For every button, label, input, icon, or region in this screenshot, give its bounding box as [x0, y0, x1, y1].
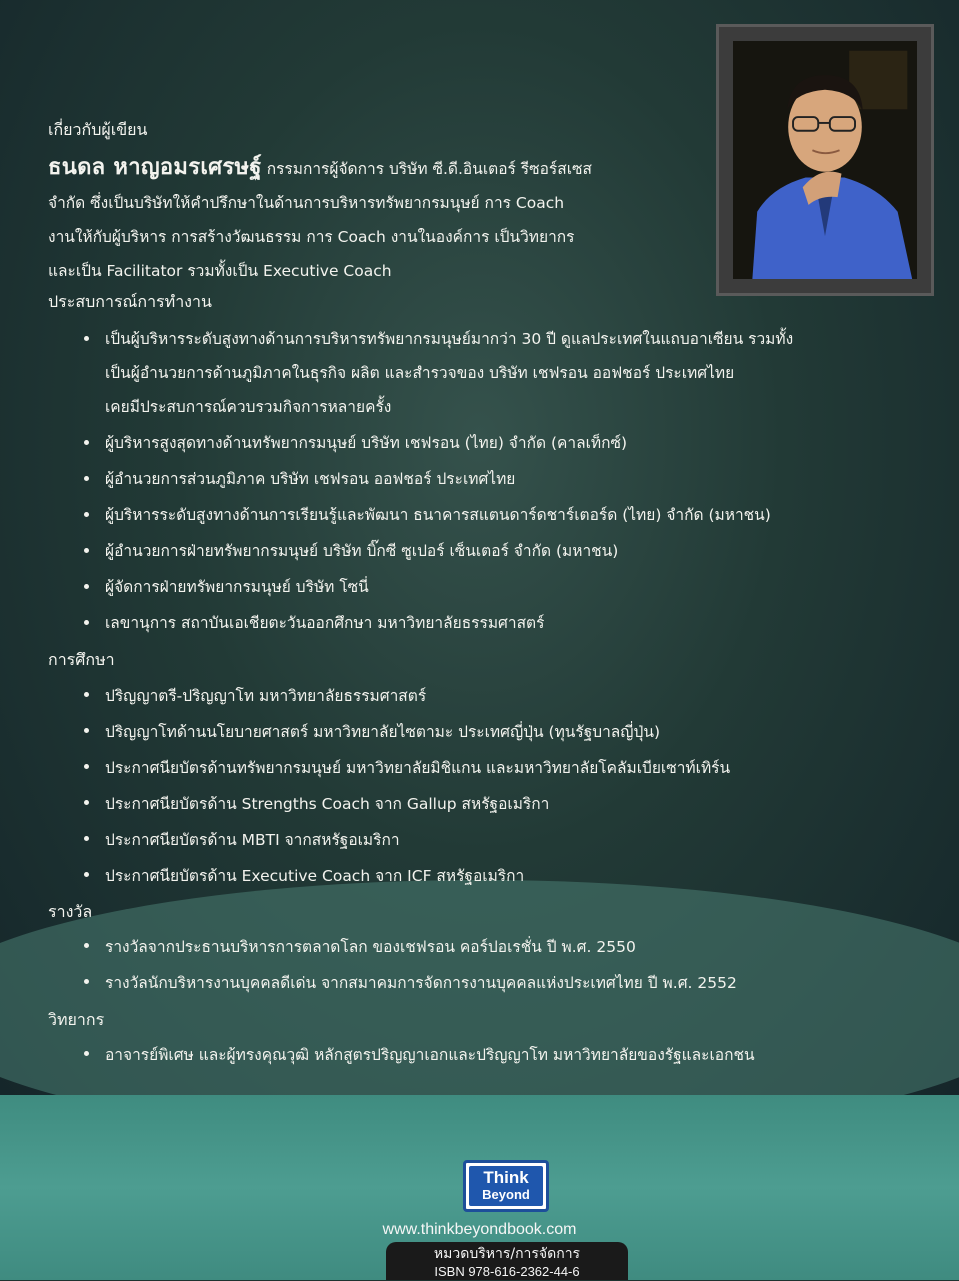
book-category: หมวดบริหาร/การจัดการ: [433, 1246, 581, 1262]
publisher-website: www.thinkbeyondbook.com: [382, 1221, 577, 1238]
speaker-heading: วิทยากร: [48, 1010, 105, 1029]
education-heading: การศึกษา: [48, 650, 115, 669]
list-item: รางวัลจากประธานบริหารการตลาดโลก ของเชฟรอน คอร์ปอเรชั่น ปี พ.ศ. 2550: [80, 929, 737, 965]
list-item: ปริญญาโทด้านนโยบายศาสตร์ มหาวิทยาลัยไซตามะ ประเทศญี่ปุ่น (ทุนรัฐบาลญี่ปุ่น): [80, 714, 730, 750]
list-item-line: เคยมีประสบการณ์ควบรวมกิจการหลายครั้ง: [105, 398, 392, 416]
list-item: [80, 462, 793, 496]
logo-badge: [469, 1166, 543, 1206]
list-item: ประกาศนียบัตรด้านทรัพยากรมนุษย์ มหาวิทยาลัยมิชิแกน และมหาวิทยาลัยโคลัมเบียเซาท์เทิร์น: [80, 750, 730, 786]
logo-line-2: Beyond: [482, 1187, 530, 1202]
list-item: ประกาศนียบัตรด้าน MBTI จากสหรัฐอเมริกา: [80, 822, 730, 858]
list-item: [80, 570, 793, 604]
list-item: [80, 426, 793, 460]
list-item: [80, 606, 793, 640]
author-name: ธนดล หาญอมรเศรษฐ์: [48, 155, 262, 180]
list-item: อาจารย์พิเศษ และผู้ทรงคุณวุฒิ หลักสูตรปริญญาเอกและปริญญาโท มหาวิทยาลัยของรัฐและเอกชน: [80, 1037, 755, 1073]
list-item-line: ผู้อำนวยการฝ่ายทรัพยากรมนุษย์ บริษัท บิ๊กซี ซูเปอร์ เซ็นเตอร์ จำกัด (มหาชน): [105, 542, 619, 560]
list-item: [80, 322, 793, 424]
list-item: รางวัลนักบริหารงานบุคคลดีเด่น จากสมาคมการจัดการงานบุคคลแห่งประเทศไทย ปี พ.ศ. 2552: [80, 965, 737, 1001]
author-bio: [48, 151, 592, 288]
book-meta-box: [386, 1242, 628, 1280]
list-item-line: เป็นผู้อำนวยการด้านภูมิภาคในธุรกิจ ผลิต และสำรวจของ บริษัท เชฟรอน ออฟชอร์ ประเทศไทย: [105, 364, 735, 382]
about-author-heading: เกี่ยวกับผู้เขียน: [48, 120, 148, 139]
list-item-line: ผู้จัดการฝ่ายทรัพยากรมนุษย์ บริษัท โซนี่: [105, 578, 369, 596]
list-item: ปริญญาตรี-ปริญญาโท มหาวิทยาลัยธรรมศาสตร์: [80, 678, 730, 714]
bio-line-4: และเป็น Facilitator รวมทั้งเป็น Executive Coach: [48, 262, 392, 280]
list-item: [80, 534, 793, 568]
bio-line-3: งานให้กับผู้บริหาร การสร้างวัฒนธรรม การ Coach งานในองค์การ เป็นวิทยากร: [48, 228, 575, 246]
awards-heading: รางวัล: [48, 902, 93, 921]
list-item-line: ผู้บริหารระดับสูงทางด้านการเรียนรู้และพัฒนา ธนาคารสแตนดาร์ดชาร์เตอร์ด (ไทย) จำกัด (มหาชน): [105, 506, 771, 524]
bio-line: [48, 151, 592, 186]
list-item-line: เป็นผู้บริหารระดับสูงทางด้านการบริหารทรัพยากรมนุษย์มากว่า 30 ปี ดูแลประเทศในแถบอาเซียน รวมทั้ง: [105, 330, 794, 348]
isbn-number: ISBN 978-616-2362-44-6: [434, 1264, 580, 1279]
author-photo: [733, 41, 917, 279]
think-beyond-logo: [463, 1160, 549, 1212]
bio-line-1: กรรมการผู้จัดการ บริษัท ซี.ดี.อินเตอร์ รีซอร์สเซส: [266, 160, 592, 178]
experience-list: [80, 322, 793, 640]
logo-line-1: Think: [483, 1168, 529, 1187]
list-item-line: ผู้อำนวยการส่วนภูมิภาค บริษัท เชฟรอน ออฟชอร์ ประเทศไทย: [105, 470, 516, 488]
awards-list: [80, 929, 737, 1001]
bio-line-2: จำกัด ซึ่งเป็นบริษัทให้คำปรึกษาในด้านการบริหารทรัพยากรมนุษย์ การ Coach: [48, 194, 565, 212]
list-item-line: เลขานุการ สถาบันเอเชียตะวันออกศึกษา มหาวิทยาลัยธรรมศาสตร์: [105, 614, 545, 632]
author-photo-frame: [716, 24, 934, 296]
speaker-list: [80, 1037, 755, 1073]
author-portrait-icon: [733, 41, 917, 279]
list-item: [80, 498, 793, 532]
list-item: ประกาศนียบัตรด้าน Executive Coach จาก ICF สหรัฐอเมริกา: [80, 858, 730, 894]
list-item-line: ผู้บริหารสูงสุดทางด้านทรัพยากรมนุษย์ บริษัท เชฟรอน (ไทย) จำกัด (คาลเท็กซ์): [105, 434, 628, 452]
list-item: ประกาศนียบัตรด้าน Strengths Coach จาก Gallup สหรัฐอเมริกา: [80, 786, 730, 822]
education-list: [80, 678, 730, 894]
experience-heading: ประสบการณ์การทำงาน: [48, 292, 212, 311]
